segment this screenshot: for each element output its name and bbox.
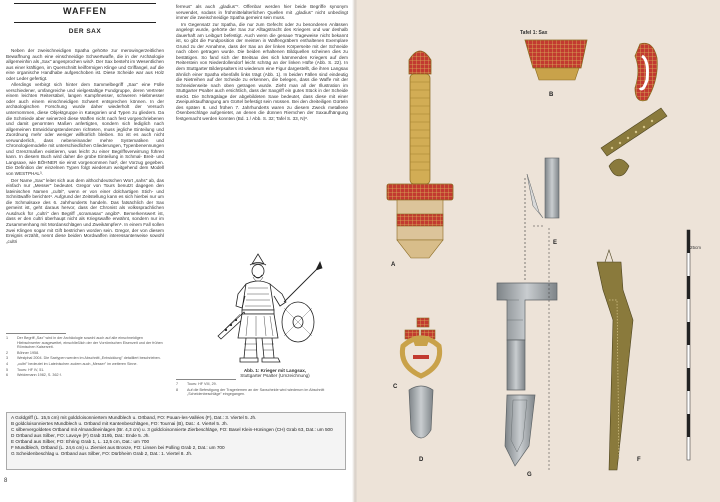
legend-item: G Scheidenbeschlag u. Ortband aus Silber, FO: Dürbheim Grab 2, Dat.: 1. Viertel 8. Jh. — [11, 451, 193, 456]
page-heading: WAFFEN — [63, 6, 107, 16]
label-a: A — [391, 262, 396, 268]
label-g: G — [527, 472, 532, 478]
scale-bar — [687, 230, 690, 460]
footnote: 6 Weidemann 1982, S. 362 f. — [6, 373, 62, 378]
legend-item: F Mundblech, Ortband (L. 24,6 cm) u. Zierniet aus Bronze, FO: Linsen bei Polling Grab 2, Dat.: um 700 — [11, 445, 225, 450]
artifact-d-chape — [409, 386, 433, 438]
artifact-g-scabbard — [497, 283, 557, 466]
footnote: 7 Tours: HF VIII, 29. — [176, 382, 217, 386]
footnote-rule — [176, 379, 236, 380]
label-c: C — [393, 384, 398, 390]
text-column-left — [6, 48, 164, 245]
legend-item: A Goldgriff (L. 15,5 cm) mit goldcloisonniertem Mundblech u. Ortband, FO: Pouan-les-Vallées (F), Dat.: 3. Viertel 5. Jh. — [11, 415, 257, 420]
legend-item: C silbervergoldetes Ortband mit Almandineinlagen (Br. 4,3 cm) u. 3 goldcloisonnierte Zierbeschläge, FO: Basel Klein-Hüningen (CH) Grab 63, Dat.: um 500 — [11, 427, 333, 432]
footnotes-right — [176, 382, 348, 398]
plate-artifacts — [357, 0, 720, 502]
footnote: 8 Auf die Befestigung der Trageriemen an der Saxscheide wird wiederum im Abschnitt „Scheidenbeschläge" eingegangen. — [176, 387, 325, 397]
footnotes-left — [6, 336, 164, 379]
plate-title: Tafel 1: Sax — [520, 30, 548, 36]
figure-caption — [220, 368, 330, 379]
left-page — [0, 0, 355, 502]
label-e: E — [553, 240, 558, 246]
paragraph: Neben der zweischneidigen Spatha gehörte zur merowingerzeitlichen Bewaffnung auch eine einschneidige Schwertwaffe, die in der Archäologie allgemeinhin als „Sax" angesprochen wird¹. Der Sax besteht im Wesentlichen aus einer kräftigen, im Querschnitt keilförmigen Klinge und Griffangel, auf die eine organische Handhabe aufgeschoben ist. Diese Scheide war aus Holz oder Leder gefertigt. — [6, 48, 164, 81]
artifact-c-fittings — [402, 318, 439, 376]
artifact-b-mouthpiece — [525, 40, 657, 101]
heading-rule-top — [14, 3, 156, 4]
figure-caption-title: Abb. 1: Krieger mit Langsax, — [243, 368, 307, 373]
footnote-rule — [6, 333, 66, 334]
right-page-plate — [357, 0, 720, 502]
page-number: 8 — [4, 478, 8, 484]
label-d: D — [419, 457, 424, 463]
warrior-illustration — [212, 250, 338, 368]
footnote: 4 „cultri" bedeutet im Lateinischen zudem auch „Messer" im weiteren Sinne. — [6, 362, 138, 367]
label-b: B — [549, 92, 554, 98]
label-f: F — [637, 457, 641, 463]
text-column-right — [176, 4, 348, 122]
legend-item: B goldcloisonniertes Mundblech u. Ortband mit Kantenbeschlägen, FO: Tournai (B), Dat.: 4. Viertel 5. Jh. — [11, 421, 228, 426]
paragraph: Allerdings verbirgt sich hinter dem Sammelbegriff „Sax" eine Fülle verschiedener, umfangreiche und vielgestaltige Fundgruppe, deren Vertreter einem leichten Reitersäbel, langen Kampfmesser, schweren Hiebmesser oder auch einem einschneidigen Schwert entsprechen können. In der archäologischen Forschung wurde daher wiederholt der Versuch unternommen, diese Objektgruppe in Kategorien und Typen zu gliedern. Da die Schmiede aber seinerzeit diese Waffen nicht nach fest vorgeschriebenen und damit genormten Maßen anfertigten, sondern sich lediglich nach allgemeinen Entwicklungstendenzen richteten, muss jegliche Einteilung und Zuordnung mehr oder weniger willkürlich bleiben. So ist es auch nicht verwunderlich, dass nebeneinander mehre Systematiken und Chronologiemodelle mit unterschiedlichen Gliederungen, Typenbenennungen und Grenzmaßen existieren, was leicht zu einer Begriffsverwirrung führen kann. In diesem Buch wird daher die grobe Einteilung in Schmal- Breit- und Langsaxe, wie BÖHNER sie einst vorgenommen hat², der Vorzug gegeben. Die Definition der einzelnen Typen folgt wiederum weitgehend dem Modell von WESTPHAL³. — [6, 82, 164, 177]
scale-label: 25cm — [690, 245, 702, 250]
paragraph: Der Name „Sax" leitet sich aus dem althochdeutschen Wort „sahs" ab, das einfach nur „Messer" bedeutet. Gregor von Tours benutzt dagegen den lateinischen Namen „cultri", wenn er von einer dolchartigen Stich- und Schnittwaffe berichtet⁴. Aufgrund der Zeitstellung kann es sich hierbei nur um die Schmalsaxe des 6. Jahrhunderts handeln. Das fatsächlich der Sax gemeint ist, geht daraus hervor, dass der Chronist als volkssprachlichen Ausdruck für „cultri" den Begriff „scramasax" angibt⁵. Bemerkenswert ist, dass er den cultri überhaupt nicht als Kriegswaffe erwähnt, sondern nur im Zusammenhang mit Mordanschlägen und Zweikämpfen⁶. In einem Fall sollen zwei Klingen sogar mit Gift bestrichen worden sein. Gregor, der von diesem Ereignis erzählt, nennt diese beiden Mordwaffen interessanterweise sowohl „cultri — [6, 177, 164, 244]
footnote: 2 Böhner 1958. — [6, 350, 40, 355]
plate-legend — [6, 412, 346, 470]
artifact-e-chape — [525, 158, 559, 280]
artifact-f-scabbard — [597, 108, 667, 470]
paragraph: Im Gegensatz zur Spatha, die nur zum Gefecht oder zu besonderen Anlässen angelegt wurde, gehörte der Sax zur Alltagstracht des Kriegers und war deshalb dauerhaft am Leibgurt befestigt. Auch wenn die genaue Trageweise nicht bekannt ist, so gibt die Fundposition der meisten in Waffengräbern enthaltenen Exemplare Grund zu der Annahme, dass der Sax an der linken Körperseite mit der Schneide nach oben getragen wurde. Die beiden erhaltenen Bildquellen scheinen dies zu bestätigen. So fand sich der Breitsax des sich kämmenden Kriegers auf dem Reiterstein von Niederdollendorf leicht schräg an der linken Hüfte (Abb. S. 22). In dem Stuttgarter Bilderpsalters ist wiederum eine Figur dargestellt, die ihren Langsax ähnlich einer Spatha ebenfalls links trägt (Abb. 1). In beiden Fällen sind eindeutig die Nietreihen auf der Scheide zu erkennen, die belegen, dass die Waffe mit der Schneidenseite nach oben getragen wurde. Zieht man all der Illustration im Stuttgarter Psalter auch ersichtlich, dass der Saxgriff ein gutes Stück in der Scheide steckt. Die Schrägälage der abgebildeten Saxe bedeutet, dass diese mit einer Zweipunktaufhängung am Gürtel befestigt sein müssen. Bei den dreiteiligen Gürteln des späten 6. und frühen 7. Jahrhunderts waren zu diesem Zweck metallene Ösenbeschläge aufgenietet, an denen die dünnen Riemchen der Saxaufhängung festgemacht werden konnten (Bd. 1 / Abb. S. 32; Tafel S. 33, N)⁸. — [176, 21, 348, 121]
section-heading: DER SAX — [68, 28, 102, 35]
heading-rule-bottom — [14, 22, 156, 23]
figure-caption-subtitle: Stuttgarter Psalter (Umzeichnung) — [240, 373, 310, 379]
legend-item: E Ortband aus Silber, FO: Ehring Grab 1, L. 12,5 cm, Dat.: um 700 — [11, 439, 150, 444]
footnote: 1 Der Begriff „Sax" wird in der Archäologie sowohl auch auf alle einschneidigen Hiebschwerter ausgeweitet, einschließlich der der Vorrömischen Eisenzeit und der frühen Römischen Kaiserzeit. — [6, 336, 163, 349]
footnote: 3 Westphal 2004. Die Saxtypen werden im Abschnitt „Entwicklung" detailliert beschrieben. — [6, 356, 161, 361]
legend-item: D Ortband aus Silber, FO: Lavoye (F) Grab 319b, Dat.: Ende 5. Jh. — [11, 433, 150, 438]
artifact-a-grip — [387, 51, 453, 258]
footnote: 5 Tours: HF IV, 51. — [6, 367, 45, 372]
paragraph: ferreus" als auch „gladius"⁷. Offenbar werden hier beide Begriffe synonym verwendet, sodass in frühmittelalterlichen Quellen mit „gladius" nicht unbedingt immer die zweischneidige Spatha gemeint sein muss. — [176, 4, 348, 21]
